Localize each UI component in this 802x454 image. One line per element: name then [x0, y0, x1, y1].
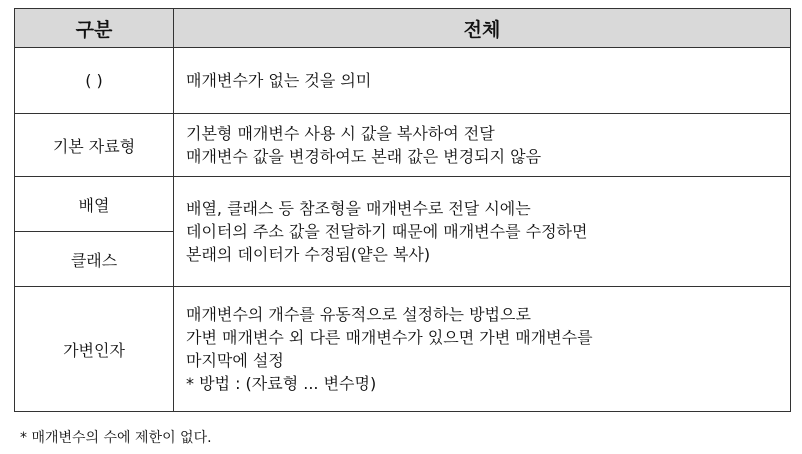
description-line: * 방법 : (자료형 ... 변수명) — [186, 374, 377, 393]
description-line: 매개변수의 개수를 유동적으로 설정하는 방법으로 — [186, 305, 531, 324]
parameter-table — [14, 8, 791, 412]
header-row — [15, 9, 791, 48]
description-line: 기본형 매개변수 사용 시 값을 복사하여 전달 — [186, 124, 495, 143]
description-line: 매개변수가 없는 것을 의미 — [186, 71, 372, 90]
row-category: ( ) — [15, 48, 174, 114]
table-row — [15, 48, 791, 114]
row-category: 가변인자 — [15, 287, 174, 412]
description-line: 마지막에 설정 — [186, 351, 284, 370]
row-description — [174, 177, 791, 287]
row-category: 배열 — [15, 177, 174, 232]
row-category: 클래스 — [15, 232, 174, 287]
description-line: 배열, 클래스 등 참조형을 매개변수로 전달 시에는 — [186, 199, 531, 218]
table-row — [15, 177, 791, 232]
description-line: 본래의 데이터가 수정됨(얕은 복사) — [186, 245, 431, 264]
description-line: 매개변수 값을 변경하여도 본래 값은 변경되지 않음 — [186, 147, 542, 166]
table-row — [15, 287, 791, 412]
footnote: * 매개변수의 수에 제한이 없다. — [20, 430, 212, 446]
row-description — [174, 287, 791, 412]
description-line: 가변 매개변수 외 다른 매개변수가 있으면 가변 매개변수를 — [186, 328, 593, 347]
row-category: 기본 자료형 — [15, 114, 174, 177]
header-category: 구분 — [15, 9, 174, 48]
table-row — [15, 114, 791, 177]
header-description: 전체 — [174, 9, 791, 48]
description-line: 데이터의 주소 값을 전달하기 때문에 매개변수를 수정하면 — [186, 222, 588, 241]
row-description — [174, 48, 791, 114]
row-description — [174, 114, 791, 177]
